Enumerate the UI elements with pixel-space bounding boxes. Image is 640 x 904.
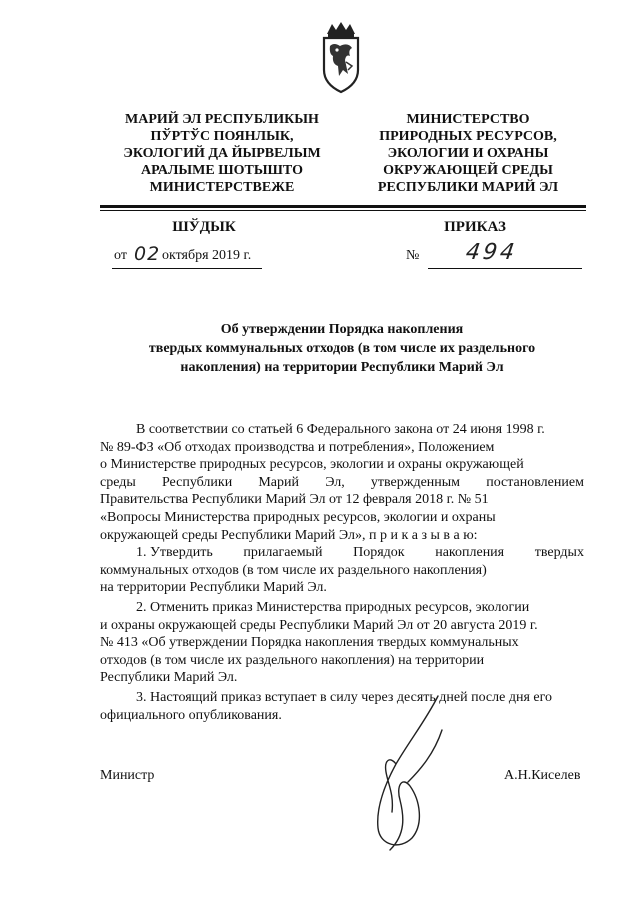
coat-of-arms-emblem: [318, 20, 364, 94]
doc-type-russian: ПРИКАЗ: [444, 219, 506, 235]
body-line: и охраны окружающей среды Республики Марий Эл от 20 августа 2019 г.: [100, 617, 538, 633]
date-month-year: октября 2019 г.: [162, 248, 252, 263]
title-line: твердых коммунальных отходов (в том числе их раздельного: [148, 341, 536, 356]
date-field: [112, 243, 262, 269]
word: Эл,: [325, 474, 345, 490]
order-number-handwritten: 494: [464, 240, 519, 265]
header-left-block: [104, 111, 340, 196]
body-line: 2. Отменить приказ Министерства природных ресурсов, экологии: [136, 599, 530, 615]
header-right-line: ЭКОЛОГИИ И ОХРАНЫ: [387, 146, 549, 161]
word: твердых: [534, 545, 584, 561]
title-line: накопления) на территории Республики Марий Эл: [180, 360, 504, 375]
header-left-line: МИНИСТЕРСТВЕЖЕ: [149, 180, 295, 195]
body-line: 3. Настоящий приказ вступает в силу через десять дней после дня его: [136, 689, 552, 705]
header-divider-thin: [100, 210, 586, 211]
body-line: № 89-ФЗ «Об отходах производства и потребления», Положением: [100, 439, 495, 455]
date-day-handwritten: 02: [134, 243, 161, 265]
header-left-line: ЭКОЛОГИЙ ДА ЙЫРВЕЛЫМ: [123, 146, 321, 161]
body-line: на территории Республики Марий Эл.: [100, 580, 327, 596]
word: среды: [100, 474, 136, 490]
word: постановлением: [486, 474, 584, 490]
word: Марий: [258, 474, 300, 490]
word: утвержденным: [370, 474, 461, 490]
date-prefix: от: [114, 248, 127, 263]
word: Республики: [161, 474, 233, 490]
header-left-line: МАРИЙ ЭЛ РЕСПУБЛИКЫН: [125, 112, 319, 127]
body-line: Республики Марий Эл.: [100, 670, 238, 686]
body-line: [100, 544, 584, 562]
signatory-position: Министр: [100, 768, 155, 783]
number-field: [428, 240, 582, 269]
word: Порядок: [353, 545, 405, 561]
header-left-line: АРАЛЫМЕ ШОТЫШТО: [141, 163, 303, 178]
signatory-name: А.Н.Киселев: [504, 768, 581, 783]
doc-type-mari: ШЎДЫК: [172, 219, 236, 235]
body-line: отходов (в том числе их раздельного накопления) на территории: [100, 652, 485, 668]
body-line: окружающей среды Республики Марий Эл», п р и к а з ы в а ю:: [100, 527, 478, 543]
body-line: № 413 «Об утверждении Порядка накопления твердых коммунальных: [100, 635, 519, 651]
body-line: [100, 474, 584, 492]
word: прилагаемый: [243, 545, 323, 561]
word: 1. Утвердить: [136, 545, 213, 561]
body-line: официального опубликования.: [100, 707, 282, 723]
document-body: [100, 421, 584, 724]
body-line: Правительства Республики Марий Эл от 12 февраля 2018 г. № 51: [100, 492, 489, 508]
header-right-line: ПРИРОДНЫХ РЕСУРСОВ,: [379, 129, 557, 144]
title-line: Об утверждении Порядка накопления: [220, 322, 464, 337]
body-line: «Вопросы Министерства природных ресурсов, экологии и охраны: [100, 509, 496, 525]
body-line: о Министерстве природных ресурсов, экологии и охраны окружающей: [100, 457, 524, 473]
header-divider-thick: [100, 205, 586, 208]
handwritten-signature: [330, 690, 470, 860]
header-right-block: [354, 111, 582, 196]
header-right-line: МИНИСТЕРСТВО: [406, 112, 530, 127]
header-left-line: ПЎРТЎС ПОЯНЛЫК,: [150, 129, 294, 144]
text-span: В соответствии со статьей 6 Федерального закона от 24 июня 1998 г.: [136, 422, 545, 437]
header-right-line: РЕСПУБЛИКИ МАРИЙ ЭЛ: [377, 180, 559, 195]
header-right-line: ОКРУЖАЮЩЕЙ СРЕДЫ: [383, 163, 553, 178]
body-line: [100, 421, 584, 439]
word: накопления: [435, 545, 505, 561]
body-line: коммунальных отходов (в том числе их раздельного накопления): [100, 562, 487, 578]
document-title: [100, 320, 584, 377]
number-sign: №: [406, 248, 420, 263]
